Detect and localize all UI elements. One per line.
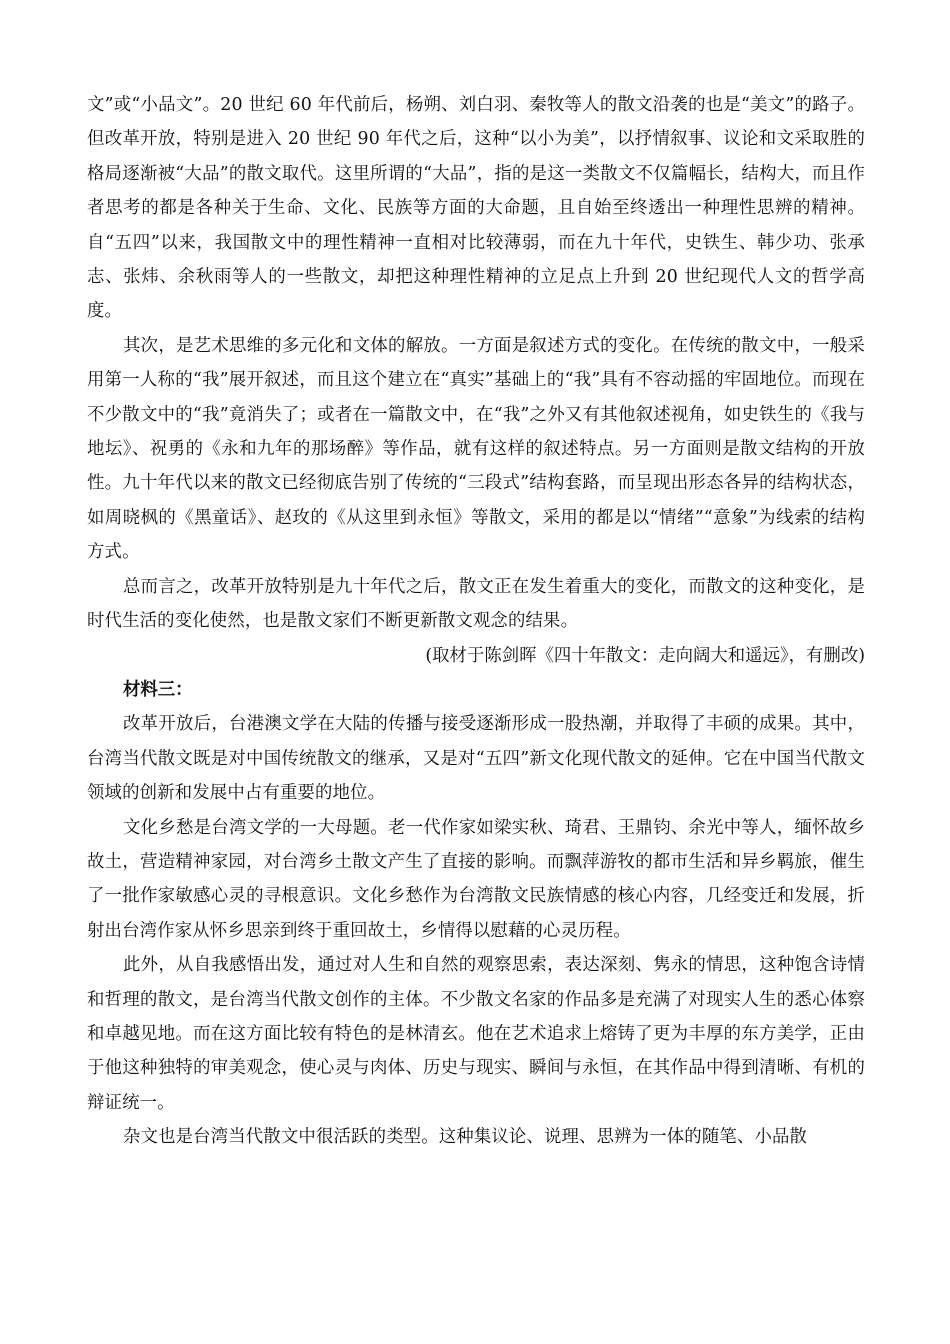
paragraph-continuation: 文”或“小品文”。20 世纪 60 年代前后，杨朔、刘白羽、秦牧等人的散文沿袭的也是“美文”的路子。但改革开放，特别是进入 20 世纪 90 年代之后，这种“以小为美”，以抒情叙事、议论和文采取胜的格局逐渐被“大品”的散文取代。这里所谓的“大品”，指的是这一类散文不仅篇幅长，结构大，而且作者思考的都是各种关于生命、文化、民族等方面的大命题，且自始至终透出一种理性思辨的精神。自“五四”以来，我国散文中的理性精神一直相对比较薄弱，而在九十年代，史铁生、韩少功、张承志、张炜、余秋雨等人的一些散文，却把这种理性精神的立足点上升到 20 世纪现代人文的哲学高度。 <box>87 95 865 322</box>
paragraph-philosophical-prose: 此外，从自我感悟出发，通过对人生和自然的观察思索，表达深刻、隽永的情思，这种饱含诗情和哲理的散文，是台湾当代散文创作的主体。不少散文名家的作品多是充满了对现实人生的悉心体察和卓越见地。而在这方面比较有特色的是林清玄。他在艺术追求上熔铸了更为丰厚的东方美学，正由于他这种独特的审美观念，使心灵与肉体、历史与现实、瞬间与永恒，在其作品中得到清晰、有机的辩证统一。 <box>87 955 865 1113</box>
document-page <box>87 88 865 1155</box>
paragraph-summary: 总而言之，改革开放特别是九十年代之后，散文正在发生着重大的变化，而散文的这种变化，是时代生活的变化使然，也是散文家们不断更新散文观念的结果。 <box>87 576 865 632</box>
paragraph-cultural-nostalgia: 文化乡愁是台湾文学的一大母题。老一代作家如梁实秋、琦君、王鼎钧、余光中等人，缅怀故乡故土，营造精神家园，对台湾乡土散文产生了直接的影响。而飘萍游牧的都市生活和异乡羁旅，催生了一批作家敏感心灵的寻根意识。文化乡愁作为台湾散文民族情感的核心内容，几经变迁和发展，折射出台湾作家从怀乡思亲到终于重回故土，乡情得以慰藉的心灵历程。 <box>87 817 865 941</box>
section-heading: 材料三： <box>123 679 193 700</box>
paragraph-essays: 杂文也是台湾当代散文中很活跃的类型。这种集议论、说理、思辨为一体的随笔、小品散 <box>123 1127 808 1148</box>
paragraph-artistic-thinking: 其次，是艺术思维的多元化和文体的解放。一方面是叙述方式的变化。在传统的散文中，一般采用第一人称的“我”展开叙述，而且这个建立在“真实”基础上的“我”具有不容动摇的牢固地位。而现在不少散文中的“我”竟消失了；或者在一篇散文中，在“我”之外又有其他叙述视角，如史铁生的《我与地坛》、祝勇的《永和九年的那场醉》等作品，就有这样的叙述特点。另一方面则是散文结构的开放性。九十年代以来的散文已经彻底告别了传统的“三段式”结构套路，而呈现出形态各异的结构状态，如周晓枫的《黑童话》、赵玫的《从这里到永恒》等散文，采用的都是以“情绪”“意象”为线索的结构方式。 <box>87 335 865 563</box>
paragraph-taiwan-intro: 改革开放后，台港澳文学在大陆的传播与接受逐渐形成一股热潮，并取得了丰硕的成果。其中，台湾当代散文既是对中国传统散文的继承，又是对“五四”新文化现代散文的延伸。它在中国当代散文领域的创新和发展中占有重要的地位。 <box>87 714 865 804</box>
source-citation: (取材于陈剑晖《四十年散文：走向阔大和遥远》，有删改) <box>425 645 865 666</box>
